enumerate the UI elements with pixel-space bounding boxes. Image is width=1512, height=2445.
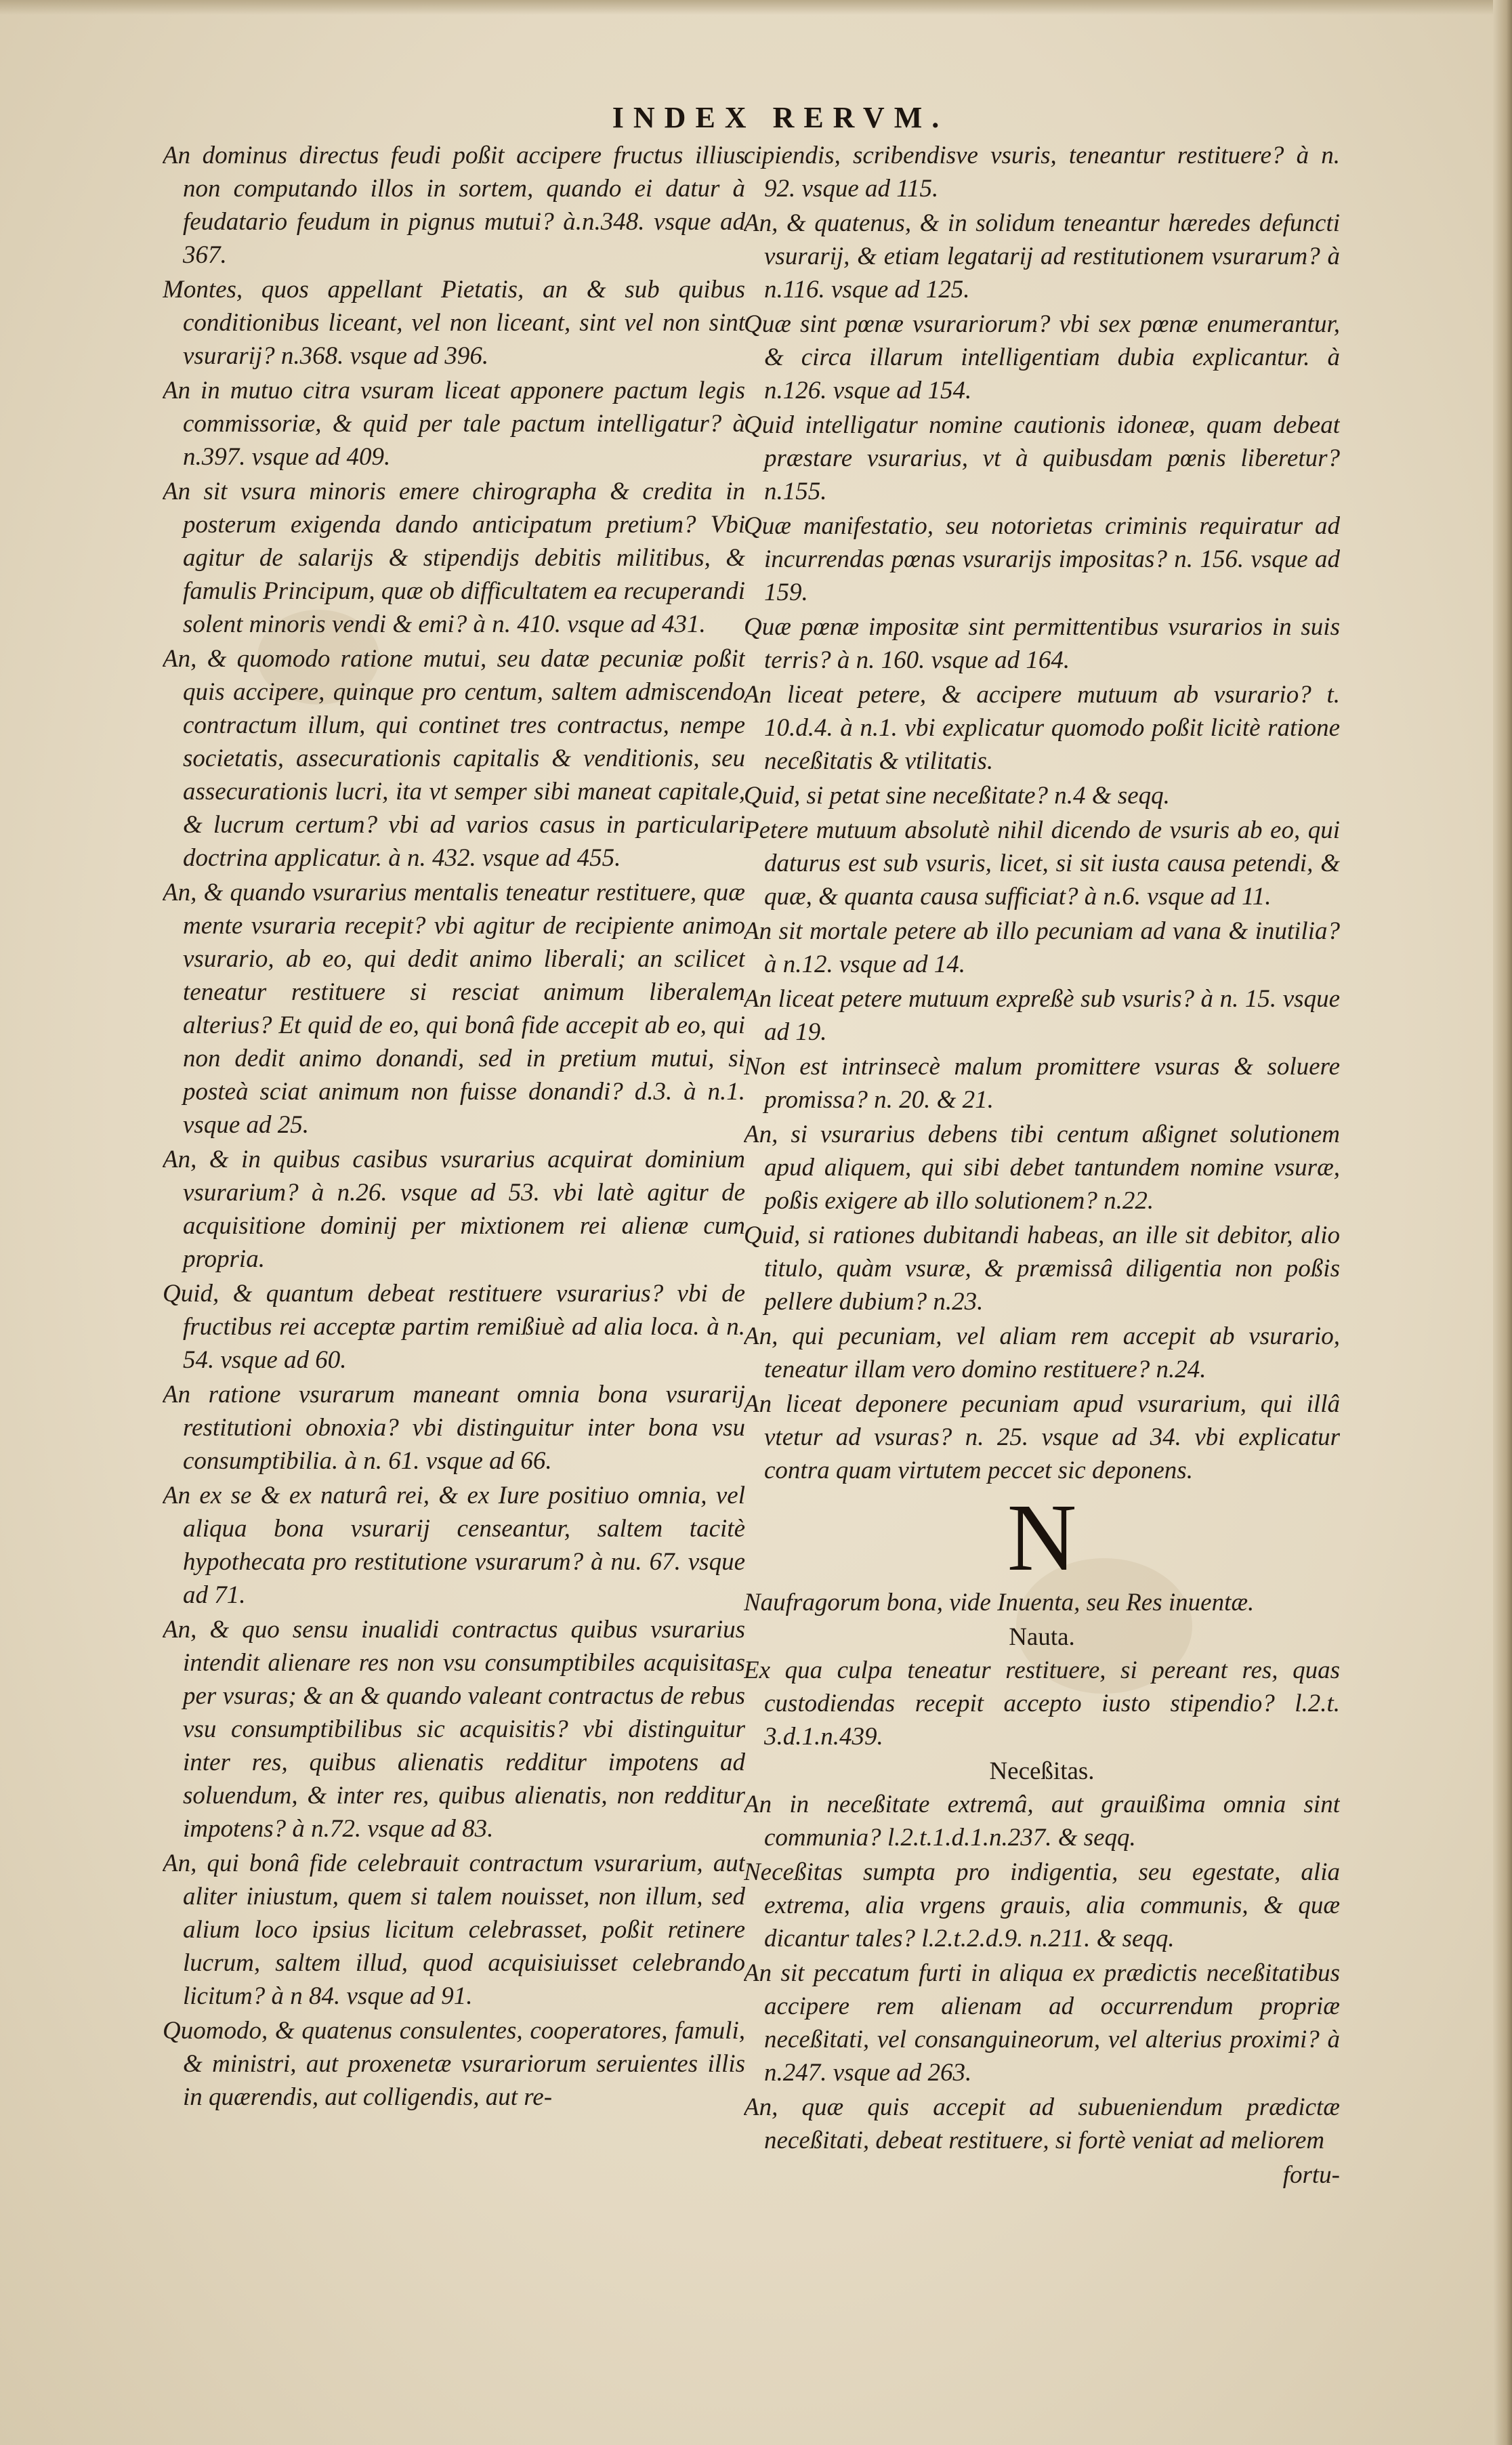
index-entry: Naufragorum bona, vide Inuenta, seu Res inuentæ. <box>744 1589 1255 1616</box>
index-entry: An ex se & ex naturâ rei, & ex Iure positiuo omnia, vel aliqua bona vsurarij censeantur, saltem tacitè hypothecata pro restitutione vsurarum? à nu. 67. vsque ad 71. <box>163 1482 745 1609</box>
section-head-necessitas: Neceßitas. <box>989 1757 1095 1785</box>
index-entry: An sit peccatum furti in aliqua ex prædictis neceßitatibus accipere rem alienam ad occurrendum propriæ neceßitati, vel consanguineorum, vel alterius proximi? à n.247. vsque ad 263. <box>744 1959 1340 2087</box>
nauta-entries <box>744 1654 1340 1753</box>
index-entry: Quæ pœnæ impositæ sint permittentibus vsurarios in suis terris? à n. 160. vsque ad 164. <box>744 613 1340 674</box>
index-entry: Montes, quos appellant Pietatis, an & sub quibus conditionibus liceant, vel non liceant, sint vel non sint vsurarij? n.368. vsque ad 396. <box>163 276 745 370</box>
index-entry: An liceat deponere pecuniam apud vsurarium, qui illâ vtetur ad vsuras? n. 25. vsque ad 34. vbi explicatur contra quam virtutem peccet sic deponens. <box>744 1390 1340 1484</box>
index-entry: An liceat petere, & accipere mutuum ab vsurario? t. 10.d.4. à n.1. vbi explicatur quomodo poßit licitè ratione neceßitatis & vtilitatis. <box>744 681 1340 775</box>
index-entry: Quid, si petat sine neceßitate? n.4 & seqq. <box>744 782 1170 810</box>
index-entry: An sit vsura minoris emere chirographa & credita in posterum exigenda dando anticipatum pretium? Vbi agitur de salarijs & stipendijs debitis militibus, & famulis Principum, quæ ob difficultatem ea recuperandi solent minoris vendi & emi? à n. 410. vsque ad 431. <box>163 478 745 638</box>
index-entry: Quid, si rationes dubitandi habeas, an ille sit debitor, alio titulo, quàm vsuræ, & præmissâ diligentia non poßis pellere dubium? n.23. <box>744 1221 1340 1316</box>
index-entry: Quæ manifestatio, seu notorietas criminis requiratur ad incurrendas pœnas vsurarijs impositas? n. 156. vsque ad 159. <box>744 512 1340 606</box>
page-top-shadow <box>0 0 1512 15</box>
index-entry: An dominus directus feudi poßit accipere fructus illius non computando illos in sortem, quando ei datur à feudatario feudum in pignus mutui? à.n.348. vsque ad 367. <box>163 142 745 269</box>
index-entry: An, & quando vsurarius mentalis teneatur restituere, quæ mente vsuraria recepit? vbi agitur de recipiente animo vsurario, ab eo, qui dedit animo liberali; an scilicet teneatur restituere si resciat animum liberalem alterius? Et quid de eo, qui bonâ fide accepit ab eo, qui non dedit animo donandi, sed in pretium mutui, si posteà sciat animum non fuisse donandi? d.3. à n.1. vsque ad 25. <box>163 879 745 1139</box>
right-column <box>744 139 1340 2402</box>
page-right-edge <box>1493 0 1512 2445</box>
index-entry: Neceßitas sumpta pro indigentia, seu egestate, alia extrema, alia vrgens grauis, alia communis, & quæ dicantur tales? l.2.t.2.d.9. n.211. & seqq. <box>744 1858 1340 1952</box>
index-entry: An sit mortale petere ab illo pecuniam ad vana & inutilia? à n.12. vsque ad 14. <box>744 917 1340 978</box>
section-head-nauta: Nauta. <box>1009 1623 1075 1651</box>
catchword: fortu- <box>1282 2161 1340 2189</box>
naufragorum-entries <box>744 1586 1340 1619</box>
index-entry: Petere mutuum absolutè nihil dicendo de vsuris ab eo, qui daturus est sub vsuris, licet, si sit iusta causa petendi, & quæ, & quanta causa sufficiat? à n.6. vsque ad 11. <box>744 816 1340 911</box>
index-entry: An, qui pecuniam, vel aliam rem accepit ab vsurario, teneatur illam vero domino restituere? n.24. <box>744 1322 1340 1383</box>
index-entry: Quid intelligatur nomine cautionis idoneæ, quam debeat præstare vsurarius, vt à quibusdam pœnis liberetur? n.155. <box>744 411 1340 505</box>
index-entry: Quæ sint pœnæ vsurariorum? vbi sex pœnæ enumerantur, & circa illarum intelligentiam dubia explicantur. à n.126. vsque ad 154. <box>744 310 1340 404</box>
section-letter-n: N <box>1007 1484 1077 1591</box>
index-entry: An, si vsurarius debens tibi centum aßignet solutionem apud aliquem, qui sibi debet tantundem nomine vsuræ, poßis exigere ab illo solutionem? n.22. <box>744 1121 1340 1215</box>
index-entry: cipiendis, scribendisve vsuris, teneantur restituere? à n. 92. vsque ad 115. <box>744 142 1340 203</box>
right-entries <box>744 139 1340 1487</box>
index-entry: Ex qua culpa teneatur restituere, si pereant res, quas custodiendas recepit accepto iusto stipendio? l.2.t. 3.d.1.n.439. <box>744 1656 1340 1751</box>
index-entry: Quomodo, & quatenus consulentes, cooperatores, famuli, & ministri, aut proxenetæ vsurariorum seruientes illis in quærendis, aut colligendis, aut re- <box>163 2017 745 2111</box>
index-entry: An, quæ quis accepit ad subueniendum prædictæ neceßitati, debeat restituere, si fortè veniat ad meliorem <box>744 2093 1340 2154</box>
index-entry: An, & quomodo ratione mutui, seu datæ pecuniæ poßit quis accipere, quinque pro centum, saltem admiscendo contractum illum, qui continet tres contractus, nempe societatis, assecurationis capitalis & venditionis, seu assecurationis lucri, ita vt semper sibi maneat capitale, & lucrum certum? vbi ad varios casus in particulari doctrina applicatur. à n. 432. vsque ad 455. <box>163 645 745 872</box>
index-entry: Quid, & quantum debeat restituere vsurarius? vbi de fructibus rei acceptæ partim remißiuè ad alia loca. à n. 54. vsque ad 60. <box>163 1280 745 1374</box>
index-entry: An in mutuo citra vsuram liceat apponere pactum legis commissoriæ, & quid per tale pactum intelligatur? à n.397. vsque ad 409. <box>163 377 745 471</box>
index-entry: An ratione vsurarum maneant omnia bona vsurarij restitutioni obnoxia? vbi distinguitur inter bona vsu consumptibilia. à n. 61. vsque ad 66. <box>163 1381 745 1475</box>
index-entry: Non est intrinsecè malum promittere vsuras & soluere promissa? n. 20. & 21. <box>744 1053 1340 1114</box>
index-entry: An, & quatenus, & in solidum teneantur hæredes defuncti vsurarij, & etiam legatarij ad restitutionem vsurarum? à n.116. vsque ad 125. <box>744 209 1340 304</box>
index-entry: An, & in quibus casibus vsurarius acquirat dominium vsurarium? à n.26. vsque ad 53. vbi latè agitur de acquisitione dominij per mixtionem rei alienæ cum propria. <box>163 1146 745 1273</box>
index-entry: An, qui bonâ fide celebrauit contractum vsurarium, aut aliter iniustum, quem si talem nouisset, non illum, sed alium loco ipsius licitum celebrasset, poßit retinere lucrum, saltem illud, quod acquisiuisset celebrando licitum? à n 84. vsque ad 91. <box>163 1850 745 2010</box>
index-entry: An liceat petere mutuum expreßè sub vsuris? à n. 15. vsque ad 19. <box>744 985 1340 1046</box>
index-entry: An in neceßitate extremâ, aut grauißima omnia sint communia? l.2.t.1.d.1.n.237. & seqq. <box>744 1791 1340 1852</box>
left-column <box>163 139 745 2402</box>
running-head: INDEX RERVM. <box>612 101 949 134</box>
index-entry: An, & quo sensu inualidi contractus quibus vsurarius intendit alienare res non vsu consumptibiles acquisitas per vsuras; & an & quando valeant contractus de rebus vsu consumptibilibus sic acquisitis? vbi distinguitur inter res, quibus alienatis redditur impotens ad soluendum, & inter res, quibus alienatis, non redditur impotens? à n.72. vsque ad 83. <box>163 1616 745 1843</box>
necessitas-entries <box>744 1788 1340 2157</box>
